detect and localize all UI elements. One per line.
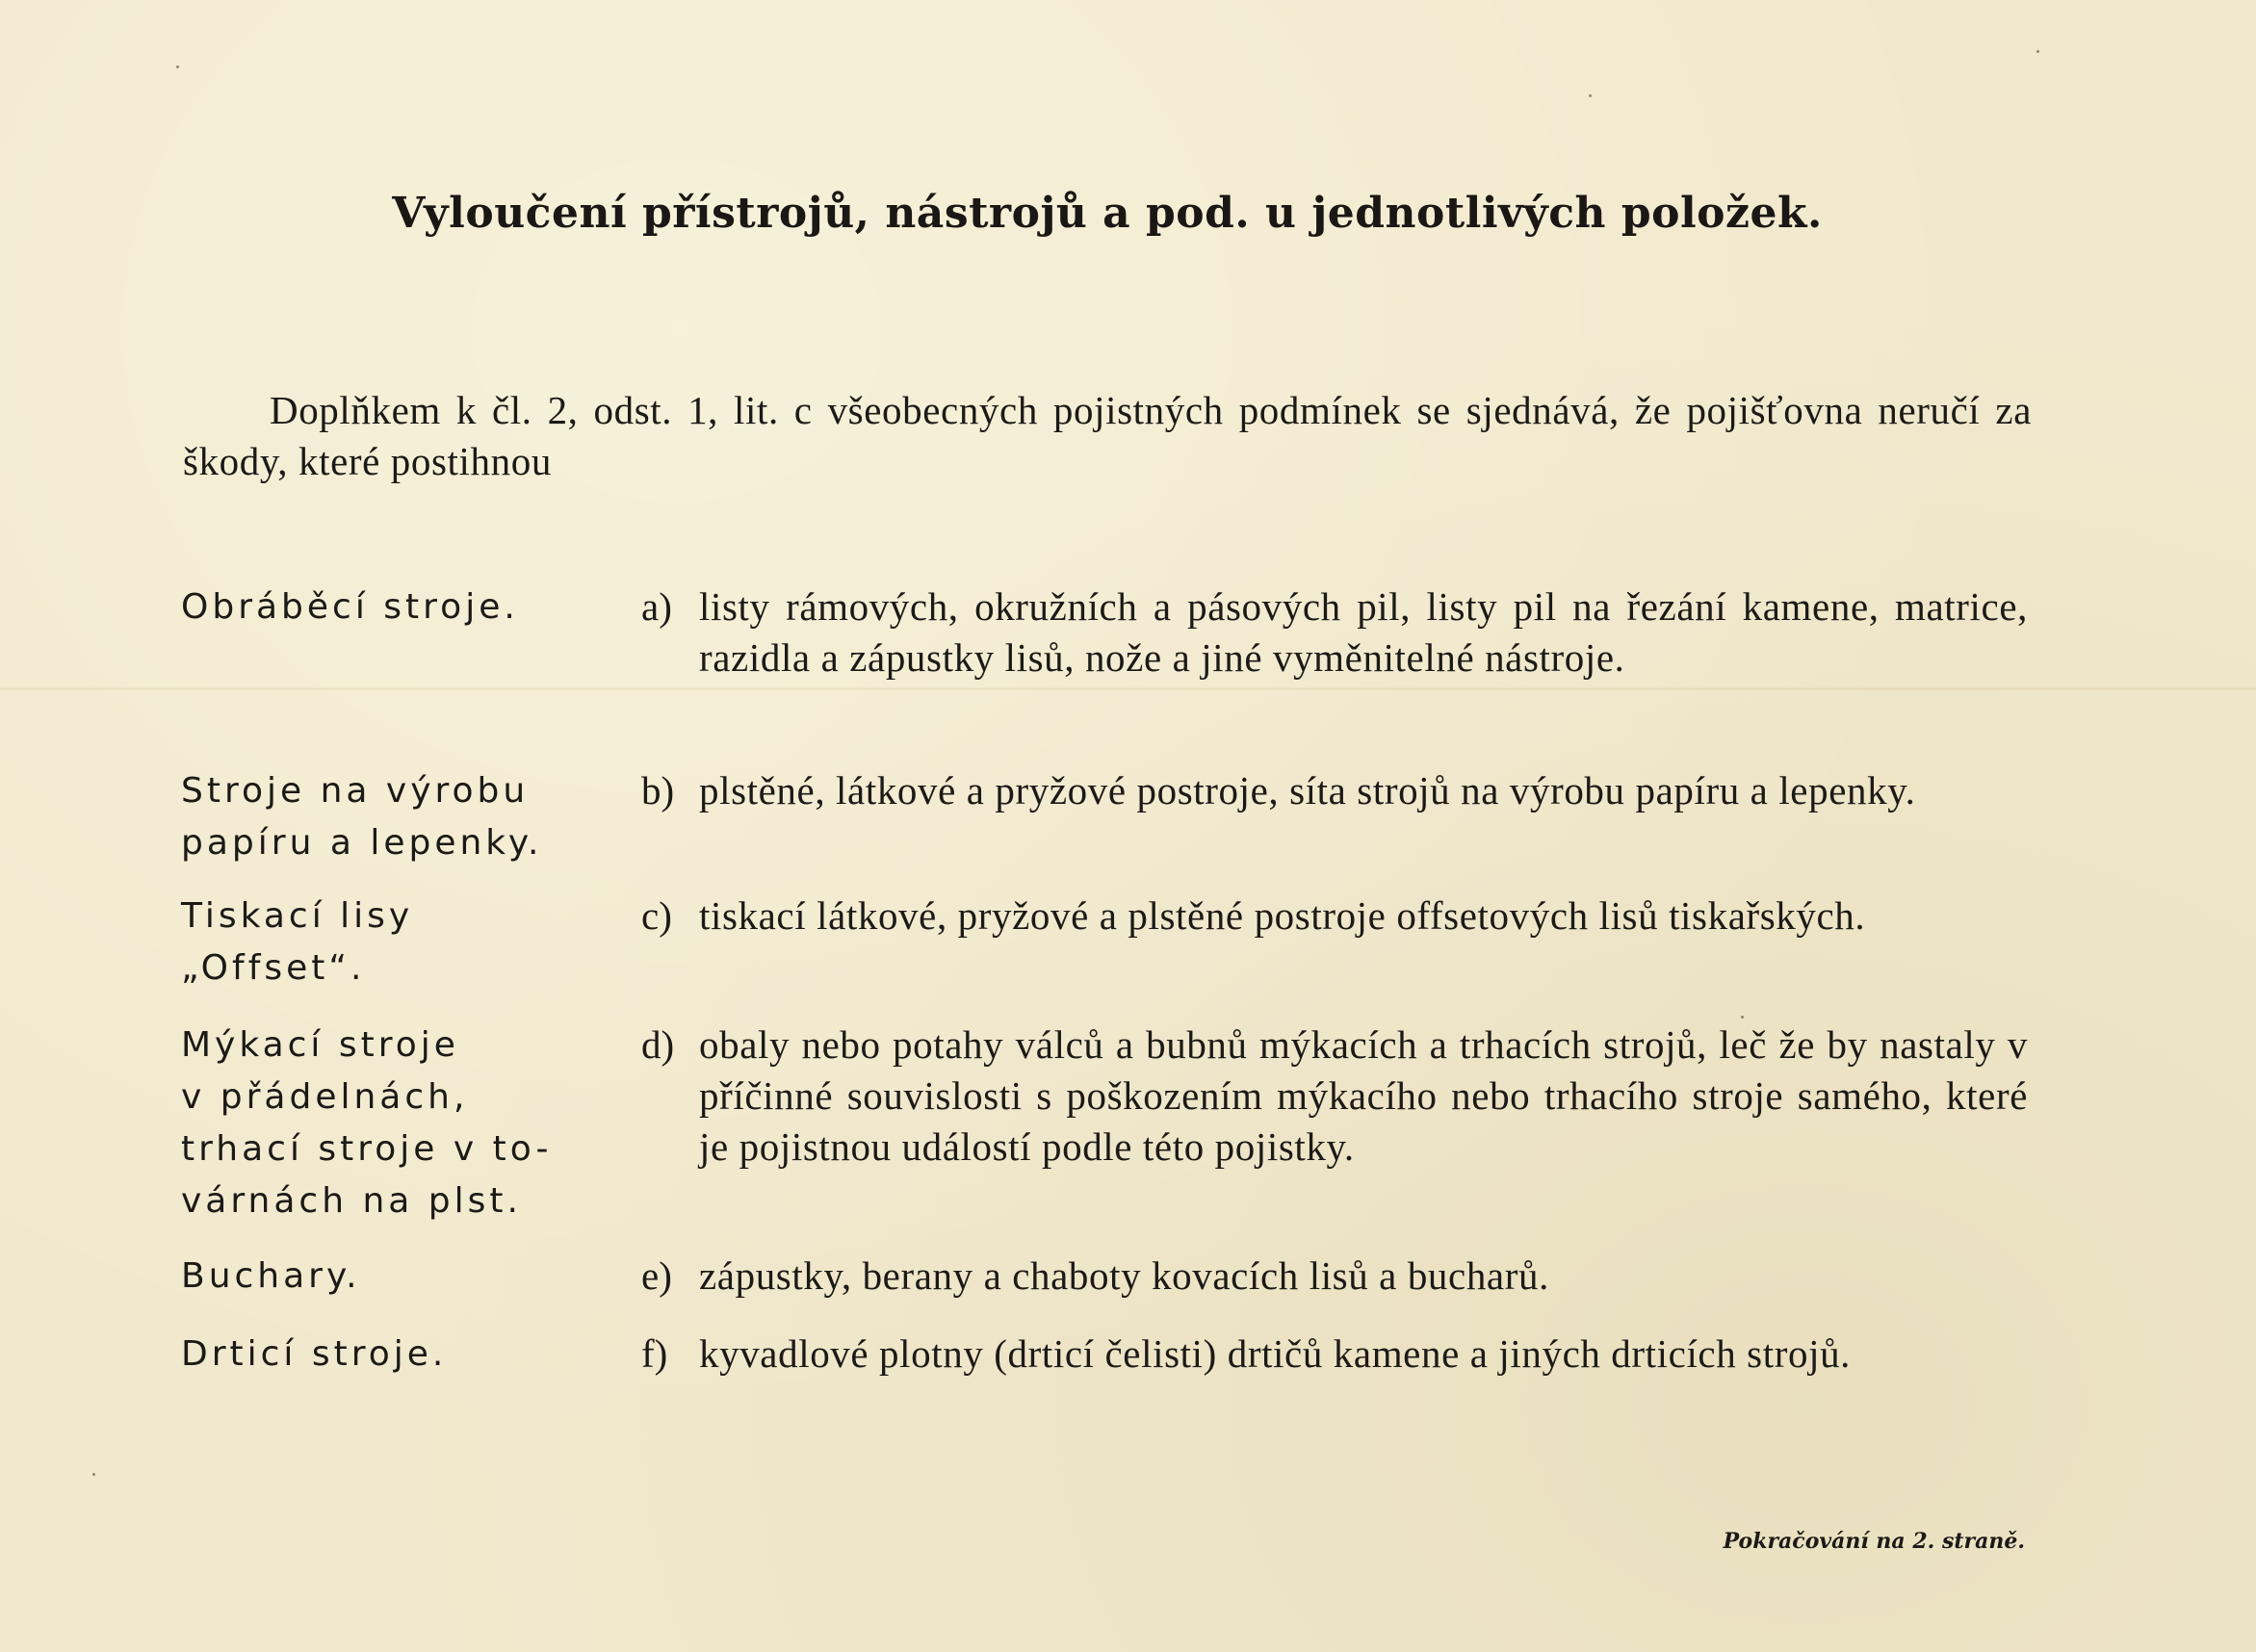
item-text: plstěné, látkové a pryžové postroje, síta strojů na výrobu papíru a lepenky.	[699, 768, 1916, 813]
document-title: Vyloučení přístrojů, nástrojů a pod. u jednotlivých položek.	[392, 189, 1823, 238]
intro-paragraph: Doplňkem k čl. 2, odst. 1, lit. c všeobecných pojistných podmínek se sjednává, že pojišťovna neručí za škody, které postihnou	[183, 388, 2032, 483]
item-category-label: Tiskací lisy „Offset“.	[181, 896, 414, 988]
item-text: listy rámových, okružních a pásových pil, listy pil na řezání kamene, matrice, razidla a zápustky lisů, nože a jiné vyměnitelné nástroje.	[699, 584, 2028, 680]
item-text: kyvadlové plotny (drticí čelisti) drtičů kamene a jiných drticích strojů.	[699, 1331, 1852, 1376]
paper-speck	[1741, 1016, 1744, 1019]
item-marker: b)	[641, 768, 675, 813]
item-marker: a)	[641, 584, 672, 629]
item-marker: f)	[641, 1331, 668, 1376]
item-text: obaly nebo potahy válců a bubnů mýkacích a trhacích strojů, leč že by nastaly v příčinné souvislosti s poškozením mýkacího nebo trhacího stroje samého, které je pojistnou událostí podle této pojistky.	[699, 1022, 2028, 1169]
item-category-label: Obráběcí stroje.	[181, 587, 519, 627]
continuation-note: Pokračování na 2. straně.	[1723, 1529, 2025, 1554]
paper-speck	[1589, 94, 1592, 97]
item-marker: c)	[641, 893, 672, 938]
item-text: zápustky, berany a chaboty kovacích lisů a bucharů.	[699, 1253, 1549, 1298]
item-category-label: Drticí stroje.	[181, 1334, 448, 1374]
item-category-label: Stroje na výrobu papíru a lepenky.	[181, 771, 543, 863]
item-text: tiskací látkové, pryžové a plstěné postroje offsetových lisů tiskařských.	[699, 893, 1866, 938]
item-marker: e)	[641, 1253, 672, 1298]
item-category-label: Buchary.	[181, 1256, 361, 1296]
paper-speck	[176, 65, 179, 68]
paper-speck	[2036, 50, 2039, 53]
paper-speck	[92, 1473, 95, 1476]
paper-fold-line	[0, 687, 2256, 690]
item-marker: d)	[641, 1022, 675, 1067]
item-category-label: Mýkací stroje v přádelnách, trhací stroje v to- várnách na plst.	[181, 1025, 553, 1221]
